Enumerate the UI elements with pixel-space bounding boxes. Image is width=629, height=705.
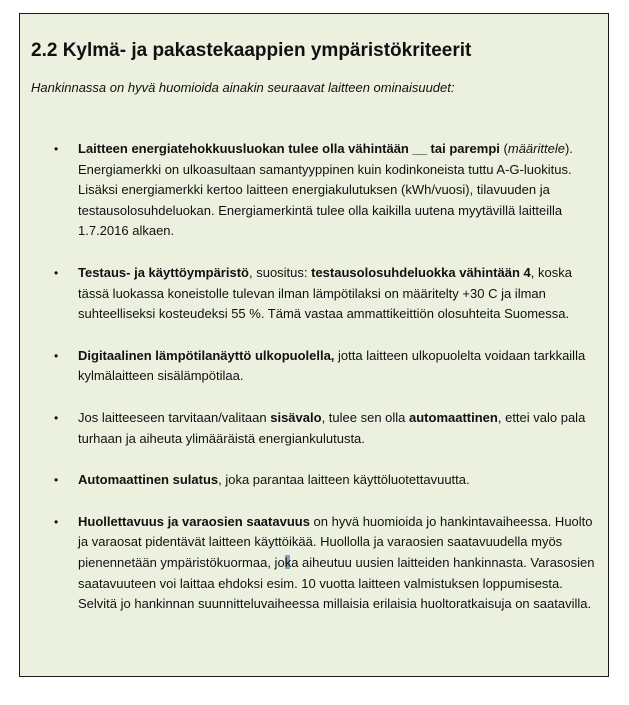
item-text: ). Energiamerkki on ulkoasultaan samantyyppinen kuin kodinkoneista tuttu A-G-luokitus. Lisäksi energiamerkki kertoo laitteen energiakulutuksen (kWh/vuosi), tilavuuden ja testausolosuhdeluokan. Energiamerkintä tulee olla kaikilla uutena myytävillä laitteilla 1.7.2016 alkaen. bbox=[78, 141, 573, 239]
item-bold-text: testausolosuhdeluokka vähintään 4 bbox=[311, 264, 531, 280]
criteria-list bbox=[31, 139, 596, 615]
item-italic-text: määrittele bbox=[507, 141, 565, 156]
bullet-icon: • bbox=[54, 514, 59, 529]
item-bold-text: Laitteen energiatehokkuusluokan tulee olla vähintään __ tai parempi bbox=[78, 141, 500, 156]
item-bold-text: sisävalo bbox=[270, 409, 322, 425]
bullet-icon: • bbox=[54, 410, 59, 425]
bullet-icon: • bbox=[54, 348, 59, 363]
item-text: , joka parantaa laitteen käyttöluotettavuutta. bbox=[218, 472, 470, 488]
item-bold-text: Digitaalinen lämpötilanäyttö ulkopuolella, bbox=[78, 347, 335, 363]
list-item-digital-display bbox=[31, 346, 596, 387]
bullet-icon: • bbox=[54, 473, 59, 488]
bullet-icon: • bbox=[54, 142, 59, 156]
intro-text: Hankinnassa on hyvä huomioida ainakin seuraavat laitteen ominaisuudet: bbox=[31, 80, 455, 95]
item-text: , ettei valo pala turhaan ja aiheuta ylimääräistä energiankulutusta. bbox=[78, 409, 586, 446]
item-text: jotta laitteen ulkopuolelta voidaan tarkkailla kylmälaitteen sisälämpötilaa. bbox=[78, 347, 586, 384]
criteria-section bbox=[19, 13, 609, 677]
list-item-maintenance bbox=[31, 512, 596, 615]
item-bold-text: Automaattinen sulatus bbox=[78, 472, 219, 488]
item-bold-text: Testaus- ja käyttöympäristö bbox=[78, 264, 249, 280]
section-title: 2.2 Kylmä- ja pakastekaappien ympäristökriteerit bbox=[31, 40, 472, 61]
item-text: Jos laitteeseen tarvitaan/valitaan bbox=[78, 409, 271, 425]
item-text: on hyvä huomioida jo hankintavaiheessa. Huolto ja varaosat pidentävät laitteen käyttöikää. Huollolla ja varaosien saatavuudella myös pienennetään ympäristökuormaa, jo bbox=[78, 513, 593, 570]
item-text: ( bbox=[499, 141, 508, 156]
item-text: , suositus: bbox=[248, 264, 312, 280]
item-bold-text: Huollettavuus ja varaosien saatavuus bbox=[78, 513, 310, 529]
list-item-defrost bbox=[31, 470, 596, 491]
item-text: , tulee sen olla bbox=[321, 409, 410, 425]
item-bold-text: automaattinen bbox=[409, 409, 498, 425]
list-item-test-environment bbox=[31, 263, 596, 325]
list-item-energy-class bbox=[31, 139, 596, 242]
bullet-icon: • bbox=[54, 265, 59, 280]
item-text: ka aiheutuu uusien laitteiden hankinnasta. Varasosien saatavuuteen voi laittaa ehdoksi esim. 10 vuotta laitteen valmistuksen loppumisesta. Selvitä jo hankinnan suunnitteluvaiheessa millaisia erilaisia huoltoratkaisuja on saatavilla. bbox=[78, 554, 595, 612]
item-text: , koska tässä luokassa koneistolle tulevan ilman lämpötilaksi on määritelty +30 C ja ilman suhteelliseksi kosteudeksi 55 %. Tämä vastaa ammattikeittiön olosuhteita Suomessa. bbox=[78, 264, 572, 322]
list-item-interior-light bbox=[31, 408, 596, 449]
